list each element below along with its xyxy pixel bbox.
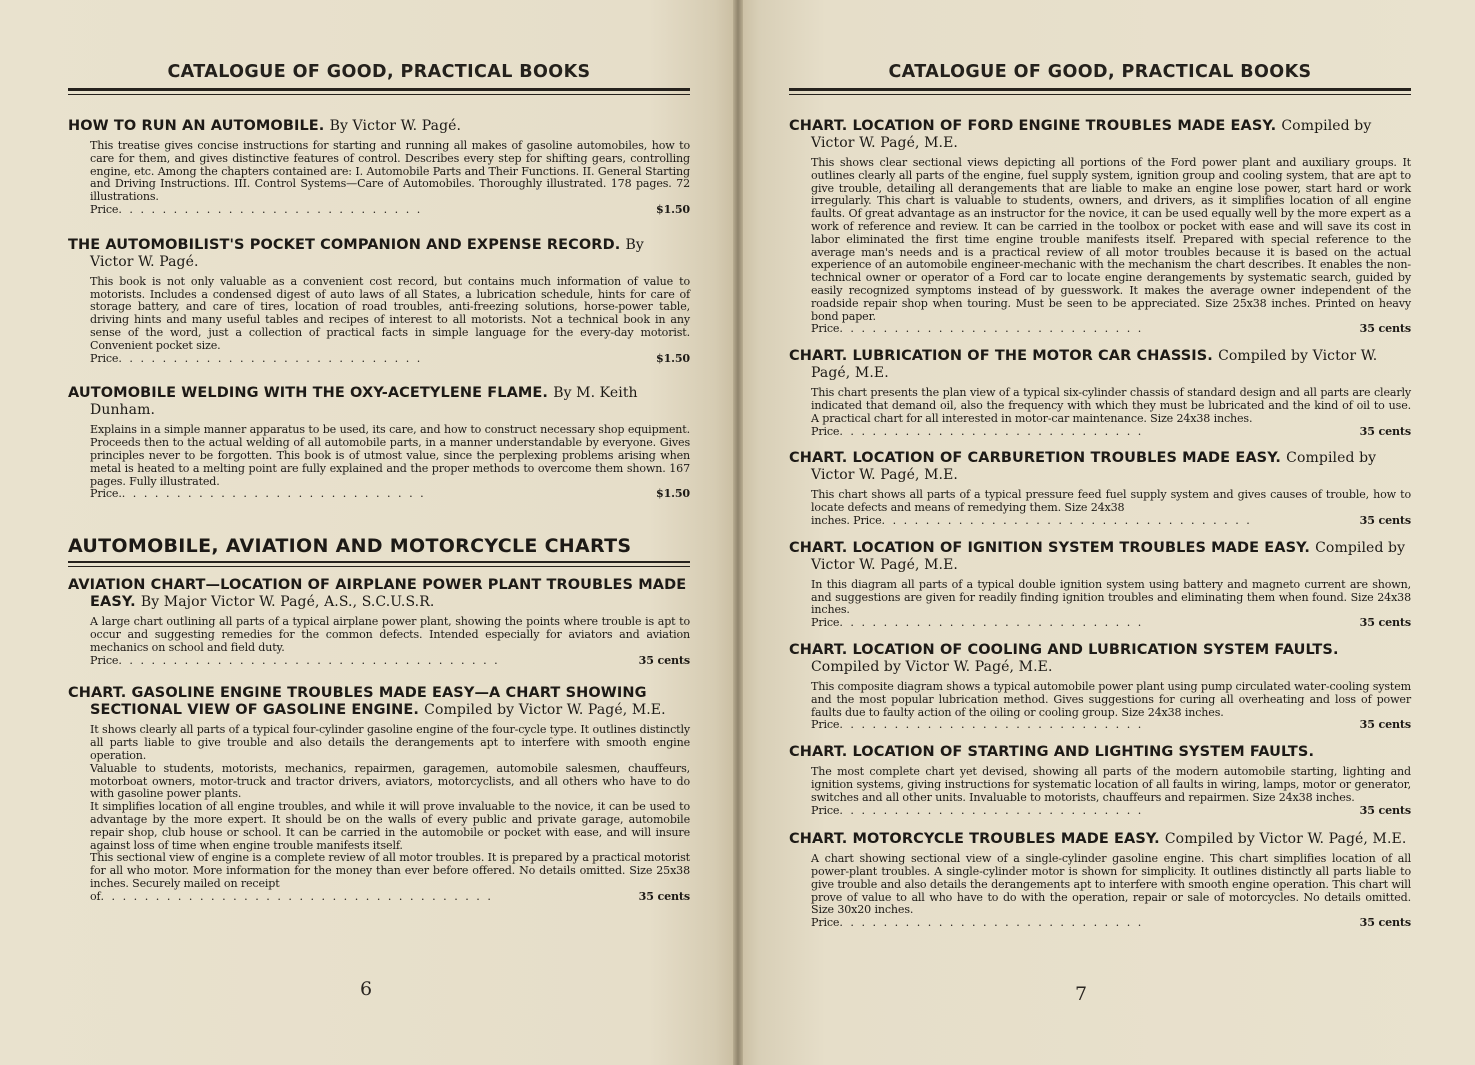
- entry-title: CHART. LUBRICATION OF THE MOTOR CAR CHASSIS.: [789, 348, 1213, 365]
- header-rule-left: [68, 88, 690, 95]
- entry-title: CHART. LOCATION OF CARBURETION TROUBLES MADE EASY.: [789, 450, 1282, 467]
- catalogue-entry: [68, 237, 690, 366]
- entry-title: CHART. LOCATION OF STARTING AND LIGHTING SYSTEM FAULTS.: [789, 744, 1315, 761]
- chart-entry: [789, 450, 1411, 527]
- price-label: Price: [90, 653, 119, 667]
- entry-author: Compiled by Victor W. Pagé, M.E.: [811, 658, 1053, 675]
- chart-entry: [68, 685, 690, 903]
- running-head-right: CATALOGUE OF GOOD, PRACTICAL BOOKS: [888, 62, 1312, 82]
- chart-entry: [789, 348, 1411, 438]
- entry-title: AUTOMOBILE WELDING WITH THE OXY-ACETYLENE FLAME.: [68, 385, 549, 402]
- price-value: 35 cents: [1359, 513, 1411, 527]
- chart-entry: [789, 831, 1411, 930]
- price-line: of . . . . . . . . . . . . . . . . . . . . . . . . . . . . . . . . . . . . 35 cents: [90, 889, 690, 903]
- entry-description: The most complete chart yet devised, showing all parts of the modern automobile starting, lighting and ignition systems, giving instructions for systematic location of all faults in wiring, lamps, motor or generator, switches and all other units. Invaluable to motorists, chauffeurs and repairmen. Size 24x38 inches.: [811, 765, 1411, 804]
- price-label: Price.: [90, 487, 122, 501]
- price-value: 35 cents: [1359, 322, 1411, 336]
- section-rule: [68, 561, 690, 567]
- price-line: Price . . . . . . . . . . . . . . . . . . . . . . . . . . . . 35 cents: [811, 322, 1411, 336]
- page-number-left: 6: [360, 978, 373, 1000]
- price-label: Price: [811, 616, 840, 630]
- entry-title: CHART. LOCATION OF COOLING AND LUBRICATION SYSTEM FAULTS.: [789, 641, 1339, 658]
- price-value: 35 cents: [1359, 718, 1411, 732]
- entry-author: Compiled by Victor W. Pagé, M.E.: [811, 450, 1377, 484]
- price-line: Price . . . . . . . . . . . . . . . . . . . . . . . . . . . . 35 cents: [811, 718, 1411, 732]
- running-head-left: CATALOGUE OF GOOD, PRACTICAL BOOKS: [167, 62, 591, 82]
- price-label: of: [90, 889, 101, 903]
- price-line: Price . . . . . . . . . . . . . . . . . . . . . . . . . . . . $1.50: [90, 351, 690, 365]
- price-line: Price . . . . . . . . . . . . . . . . . . . . . . . . . . . . 35 cents: [811, 916, 1411, 930]
- section-heading: [68, 535, 690, 567]
- entry-description: This shows clear sectional views depicting all portions of the Ford power plant and auxiliary groups. It outlines clearly all parts of the engine, fuel supply system, ignition group and cooling system, that are apt to give trouble, detailing all derangements that are liable to make an engine lose power, start hard or work irregularly. This chart is valuable to students, owners, and drivers, as it simplifies location of all engine faults. Of great advantage as an instructor for the novice, it can be used equally well by the more expert as a work of reference and review. It can be carried in the toolbox or pocket with ease and will save its cost in labor eliminated the first time engine trouble manifests itself. Prepared with special reference to the average man's needs and is a practical review of all motor troubles because it is based on the actual experience of an automobile engineer-mechanic with the mechanism the chart describes. It enables the non-technical owner or operator of a Ford car to locate engine derangements by systematic search, guided by easily recognized symptoms instead of by guesswork. It makes the average owner independent of the roadside repair shop when touring. Must be seen to be appreciated. Size 25x38 inches. Printed on heavy bond paper.: [811, 156, 1411, 323]
- price-value: $1.50: [656, 351, 690, 365]
- section-title: AUTOMOBILE, AVIATION AND MOTORCYCLE CHARTS: [68, 535, 632, 558]
- price-value: $1.50: [656, 487, 690, 501]
- entry-author: By M. Keith Dunham.: [90, 385, 638, 419]
- entry-description: This book is not only valuable as a convenient cost record, but contains much information of value to motorists. Includes a condensed digest of auto laws of all States, a lubrication schedule, hints for care of storage battery, and care of tires, location of road troubles, anti-freezing solutions, horse-power table, driving hints and many useful tables and recipes of interest to all motorists. Not a technical book in any sense of the word, just a collection of practical facts in simple language for the every-day motorist. Convenient pocket size.: [90, 274, 690, 352]
- right-page: [737, 0, 1475, 1065]
- entry-title: AVIATION CHART—LOCATION OF AIRPLANE POWER PLANT TROUBLES MADE EASY.: [68, 577, 687, 611]
- entry-title: CHART. LOCATION OF IGNITION SYSTEM TROUBLES MADE EASY.: [789, 539, 1310, 556]
- header-rule-right: [789, 88, 1411, 95]
- price-label: Price: [811, 322, 840, 336]
- entry-description: This composite diagram shows a typical automobile power plant using pump circulated water-cooling system and the most popular lubrication method. Gives suggestions for curing all overheating and loss of power faults due to faulty action of the oiling or cooling group. Size 24x38 inches.: [811, 679, 1411, 719]
- left-column: [68, 118, 690, 903]
- price-value: 35 cents: [1359, 424, 1411, 438]
- price-line: Price . . . . . . . . . . . . . . . . . . . . . . . . . . . . 35 cents: [811, 424, 1411, 438]
- entry-paragraph: It shows clearly all parts of a typical four-cylinder gasoline engine of the four-cycle type. It outlines distinctly all parts liable to give trouble and also details the derangements apt to interfere with smooth engine operation.: [90, 723, 690, 762]
- entry-author: Compiled by Victor W. Pagé, M.E.: [811, 539, 1406, 573]
- price-label: inches. Price: [811, 513, 882, 527]
- price-value: 35 cents: [1359, 916, 1411, 930]
- right-column: [789, 118, 1411, 930]
- catalogue-entry: [68, 385, 690, 501]
- entry-author: Compiled by Victor W. Pagé, M.E.: [811, 118, 1372, 151]
- book-gutter: [733, 0, 743, 1065]
- entry-author: By Victor W. Pagé.: [329, 118, 462, 134]
- entry-author: By Major Victor W. Pagé, A.S., S.C.U.S.R.: [140, 594, 435, 611]
- price-value: 35 cents: [1359, 616, 1411, 630]
- entry-description: A large chart outlining all parts of a typical airplane power plant, showing the points where trouble is apt to occur and suggesting remedies for the common defects. Intended especially for aviators and aviation mechanics on school and field duty.: [90, 615, 690, 654]
- price-line: Price. . . . . . . . . . . . . . . . . . . . . . . . . . . . . $1.50: [90, 487, 690, 501]
- page-number-right: 7: [1075, 983, 1088, 1005]
- entry-description: This chart presents the plan view of a typical six-cylinder chassis of standard design and all parts are clearly indicated that demand oil, also the frequency with which they must be lubricated and the kind of oil to use. A practical chart for all interested in motor-car maintenance. Size 24x38 inches.: [811, 386, 1411, 425]
- price-label: Price: [90, 351, 119, 365]
- entry-description: This chart shows all parts of a typical pressure feed fuel supply system and gives causes of trouble, how to locate defects and means of remedying them. Size 24x38: [811, 488, 1411, 515]
- price-label: Price: [811, 424, 840, 438]
- price-line: Price . . . . . . . . . . . . . . . . . . . . . . . . . . . . 35 cents: [811, 803, 1411, 817]
- price-label: Price: [90, 202, 119, 216]
- chart-entry: [789, 642, 1411, 732]
- entry-title: CHART. MOTORCYCLE TROUBLES MADE EASY.: [789, 831, 1160, 848]
- chart-entry: [789, 744, 1411, 817]
- entry-description: A chart showing sectional view of a single-cylinder gasoline engine. This chart simplifies location of all power-plant troubles. A single-cylinder motor is shown for simplicity. It outlines distinctly all parts liable to give trouble and also details the derangements apt to interfere with smooth engine operation. This chart will prove of value to all who have to do with the operation, repair or sale of motorcycles. No details omitted. Size 30x20 inches.: [811, 852, 1411, 917]
- entry-title: THE AUTOMOBILIST'S POCKET COMPANION AND EXPENSE RECORD.: [68, 236, 621, 253]
- left-page: [0, 0, 737, 1065]
- chart-entry: [789, 118, 1411, 336]
- chart-entry: [789, 540, 1411, 630]
- entry-description: This treatise gives concise instructions for starting and running all makes of gasoline automobiles, how to care for them, and gives distinctive features of control. Describes every step for shifting gears, controlling engine, etc. Among the chapters contained are: I. Automobile Parts and Their Functions. II. General Starting and Driving Instructions. III. Control Systems—Care of Automobiles. Thoroughly illustrated. 178 pages. 72 illustrations.: [90, 139, 690, 204]
- entry-author: Compiled by Victor W. Pagé, M.E.: [811, 348, 1378, 382]
- entry-title: CHART. GASOLINE ENGINE TROUBLES MADE EASY—A CHART SHOWING SECTIONAL VIEW OF GASOLINE ENGINE.: [68, 685, 647, 719]
- price-line: Price . . . . . . . . . . . . . . . . . . . . . . . . . . . . . . . . . . . 35 cents: [90, 653, 690, 667]
- price-line: Price . . . . . . . . . . . . . . . . . . . . . . . . . . . . $1.50: [90, 202, 690, 216]
- entry-title: HOW TO RUN AN AUTOMOBILE.: [68, 118, 325, 134]
- price-label: Price: [811, 803, 840, 817]
- price-value: $1.50: [656, 202, 690, 216]
- price-value: 35 cents: [638, 889, 690, 903]
- chart-entry: [68, 577, 690, 667]
- price-value: 35 cents: [1359, 803, 1411, 817]
- entry-paragraph: This sectional view of engine is a complete review of all motor troubles. It is prepared by a practical motorist for all who motor. More information for the money than ever before offered. No details omitted. Size 25x38 inches. Securely mailed on receipt: [90, 851, 690, 890]
- entry-author: Compiled by Victor W. Pagé, M.E.: [424, 702, 666, 719]
- entry-description: Explains in a simple manner apparatus to be used, its care, and how to construct necessary shop equipment. Proceeds then to the actual welding of all automobile parts, in a manner understandable by everyone. Gives principles never to be forgotten. This book is of utmost value, since the perplexing problems arising when metal is heated to a melting point are fully explained and the proper methods to overcome them shown. 167 pages. Fully illustrated.: [90, 423, 690, 488]
- entry-description: In this diagram all parts of a typical double ignition system using battery and magneto current are shown, and suggestions are given for readily finding ignition troubles and eliminating them when found. Size 24x38 inches.: [811, 577, 1411, 617]
- price-line: Price . . . . . . . . . . . . . . . . . . . . . . . . . . . . 35 cents: [811, 616, 1411, 630]
- price-value: 35 cents: [638, 653, 690, 667]
- price-label: Price: [811, 916, 840, 930]
- price-line: inches. Price . . . . . . . . . . . . . . . . . . . . . . . . . . . . . . . . . . 35 cents: [811, 513, 1411, 527]
- entry-title: CHART. LOCATION OF FORD ENGINE TROUBLES MADE EASY.: [789, 118, 1277, 134]
- catalogue-entry: [68, 118, 690, 217]
- entry-author: By Victor W. Pagé.: [90, 236, 644, 270]
- entry-author: Compiled by Victor W. Pagé, M.E.: [1164, 831, 1407, 848]
- price-label: Price: [811, 718, 840, 732]
- entry-paragraph: It simplifies location of all engine troubles, and while it will prove invaluable to the novice, it can be used to advantage by the more expert. It should be on the walls of every public and private garage, automobile repair shop, club house or school. It can be carried in the automobile or pocket with ease, and will insure against loss of time when engine trouble manifests itself.: [90, 800, 690, 852]
- entry-paragraph: Valuable to students, motorists, mechanics, repairmen, garagemen, automobile salesmen, chauffeurs, motorboat owners, motor-truck and tractor drivers, aviators, motorcyclists, and all others who have to do with gasoline power plants.: [90, 761, 690, 801]
